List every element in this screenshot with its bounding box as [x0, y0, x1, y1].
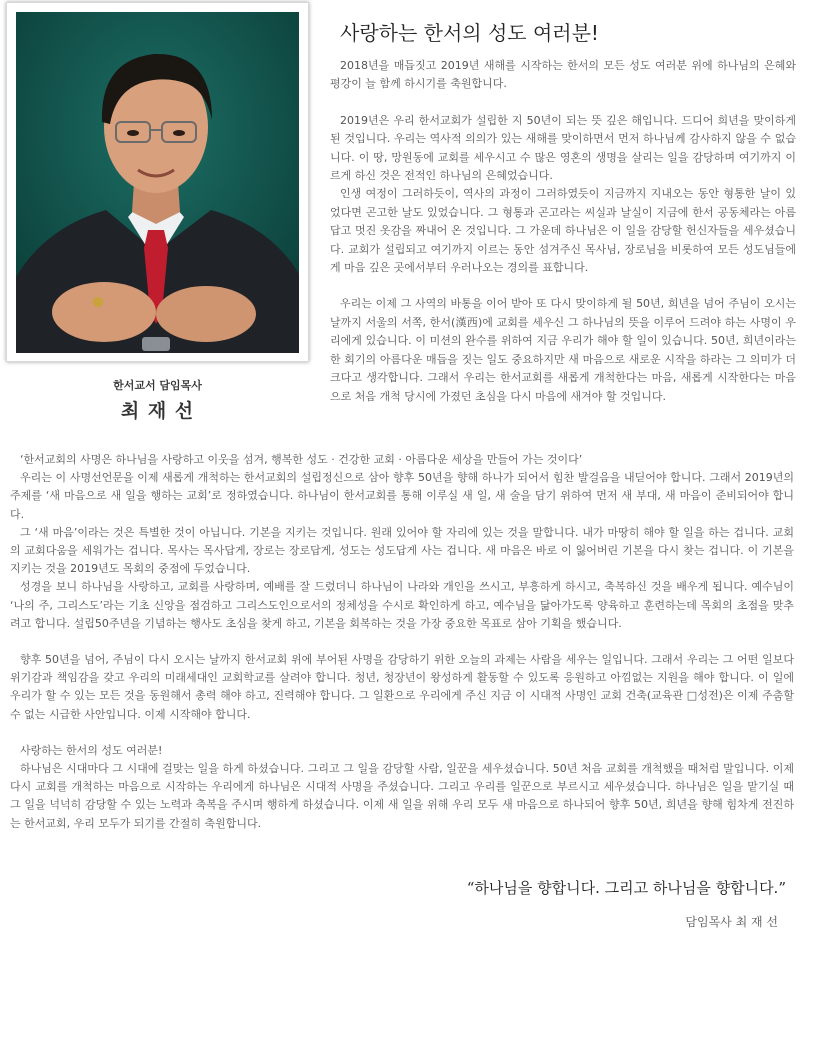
paragraph-gap [330, 94, 796, 112]
paragraph: 2018년을 매듭짓고 2019년 새해를 시작하는 한서의 모든 성도 여러분 위에 하나님의 은혜와 평강이 늘 함께 하시기를 축원합니다. [330, 59, 796, 91]
paragraph: 우리는 이 사명선언문을 이제 새롭게 개척하는 한서교회의 설립정신으로 삼아 향후 50년을 향해 하나가 되어서 힘찬 발걸음을 내딛어야 합니다. 그래서 2019년의 주제를 ‘새 마음으로 새 일을 행하는 교회’로 정하였습니다. 하나님이 한서교회를 통해 이루실 새 일, 새 술을 담기 위하여 먼저 새 부대, 새 마음이 준비되어야 합니다. [10, 471, 794, 521]
paragraph: 성경을 보니 하나님을 사랑하고, 교회를 사랑하며, 예배를 잘 드렸더니 하나님이 나라와 개인을 쓰시고, 부흥하게 하시고, 축복하신 것을 배우게 됩니다. 예수님이 ‘나의 주, 그리스도’라는 기초 신앙을 점검하고 그리스도인으로서의 정체성을 수시로 확인하게 하고, 예수님을 닮아가도록 양육하고 훈련하는데 목회의 초점을 맞추려고 합니다. 설립50주년을 기념하는 행사도 초심을 찾게 하고, 기본을 회복하는 것을 가장 중요한 목표로 삼아 기획을 했습니다. [10, 580, 794, 630]
letter-title: 사랑하는 한서의 성도 여러분! [340, 21, 599, 45]
closing-quote: “하나님을 향합니다. 그리고 하나님을 향합니다.” [466, 879, 786, 897]
paragraph-gap [10, 724, 794, 742]
pastor-role: 한서교서 담임목사 [113, 379, 202, 392]
salutation: 사랑하는 한서의 성도 여러분! [20, 743, 163, 757]
paragraph: 향후 50년을 넘어, 주님이 다시 오시는 날까지 한서교회 위에 부어된 사명을 감당하기 위한 오늘의 과제는 사람을 세우는 일입니다. 그래서 우리는 그 어떤 일보다 위기감과 책임감을 갖고 우리의 미래세대인 교회학교를 살려야 합니다. 청년, 청장년이 왕성하게 활동할 수 있도록 응원하고 아낌없는 지원을 해야 합니다. 이 일에 우리가 할 수 있는 모든 것을 동원해서 총력 해야 하고, 진력해야 합니다. 그 일환으로 우리에게 주신 지금 이 시대적 사명인 교회 건축(교육관 □성전)은 이제 주춤할 수 없는 시급한 사안입니다. 이제 시작해야 합니다. [10, 653, 794, 721]
paragraph-gap [10, 633, 794, 651]
paragraph: 2019년은 우리 한서교회가 설립한 지 50년이 되는 뜻 깊은 해입니다. 드디어 희년을 맞이하게 된 것입니다. 우리는 역사적 의의가 있는 새해를 맞이하면서 먼저 하나님께 감사하지 않을 수 없습니다. 이 땅, 망원동에 교회를 세우시고 수 많은 영혼의 생명을 살리는 일을 감당하며 여기까지 이르게 하신 것은 전적인 하나님의 은혜었습니다. [330, 113, 796, 183]
paragraph: 그 ‘새 마음’이라는 것은 특별한 것이 아닙니다. 기본을 지키는 것입니다. 원래 있어야 할 자리에 있는 것을 말합니다. 내가 마땅히 해야 할 일을 하는 겁니다. 교회의 교회다움을 세워가는 겁니다. 목사는 목사답게, 장로는 장로답게, 성도는 성도답게 사는 겁니다. 새 마음은 바로 이 잃어버린 기본을 다시 찾는 겁니다. 이 기본을 지키는 것을 2019년도 목회의 중점에 두었습니다. [10, 525, 794, 576]
pastor-photo-frame [6, 2, 309, 362]
signature: 담임목사 최 재 선 [685, 915, 778, 929]
pastor-photo [16, 12, 299, 353]
letter-intro-column [330, 57, 796, 406]
paragraph: 인생 여정이 그러하듯이, 역사의 과정이 그러하였듯이 지금까지 지내오는 동안 형통한 날이 있었다면 곤고한 날도 있었습니다. 그 형통과 곤고라는 씨실과 날실이 지금에 한서 공동체라는 아름답고 멋진 옷감을 짜내어 온 것입니다. 그 가운데 하나님은 이 일을 감당할 헌신자들을 세우셨습니다. 교회가 설립되고 여기까지 이르는 동안 섬겨주신 목사님, 장로님을 비롯하여 모든 성도님들에게 마음 깊은 곳에서부터 우러나오는 경의를 표합니다. [330, 187, 796, 275]
letter-body [10, 451, 794, 833]
mission-statement: ‘한서교회의 사명은 하나님을 사랑하고 이웃을 섬겨, 행복한 성도 · 건강한 교회 · 아름다운 세상을 만들어 가는 것이다’ [20, 453, 583, 466]
paragraph-gap [330, 277, 796, 295]
paragraph: 우리는 이제 그 사역의 바통을 이어 받아 또 다시 맞이하게 될 50년, 희년을 넘어 주님이 오시는 날까지 서울의 서쪽, 한서(漢西)에 교회를 세우신 그 하나님의 뜻을 이루어 드려야 하는 사명이 우리에게 있습니다. 이 미션의 완수를 위하여 지금 우리가 해야 할 일이 있습니다. 50년, 희년이라는 한 회기의 아름다운 매듭을 짓는 일도 중요하지만 새 마음으로 새로운 시작을 하라는 그 의미가 더 크다고 생각합니다. 그래서 우리는 한서교회를 새롭게 개척한다는 마음, 새롭게 시작한다는 마음으로 처음 개척 당시에 가졌던 초심을 다시 마음에 새겨야 할 것입니다. [330, 297, 796, 403]
paragraph: 하나님은 시대마다 그 시대에 걸맞는 일을 하게 하셨습니다. 그리고 그 일을 감당할 사람, 일꾼을 세우셨습니다. 50년 처음 교회를 개척했을 때처럼 말입니다. 이제 다시 교회를 개척하는 마음으로 시작하는 우리에게 하나님은 시대적 사명을 주셨습니다. 그리고 우리를 일꾼으로 부르시고 세우셨습니다. 하나님은 일을 맡기실 때 그 일을 넉넉히 감당할 수 있는 노력과 축복을 주시며 행하게 하셨습니다. 이제 새 일을 위해 우리 모두 새 마음으로 하나되어 향후 50년, 희년을 향해 힘차게 전진하는 한서교회, 우리 모두가 되기를 간절히 축원합니다. [10, 762, 794, 830]
pastor-name: 최 재 선 [120, 400, 195, 422]
pastor-portrait-image [16, 12, 299, 353]
